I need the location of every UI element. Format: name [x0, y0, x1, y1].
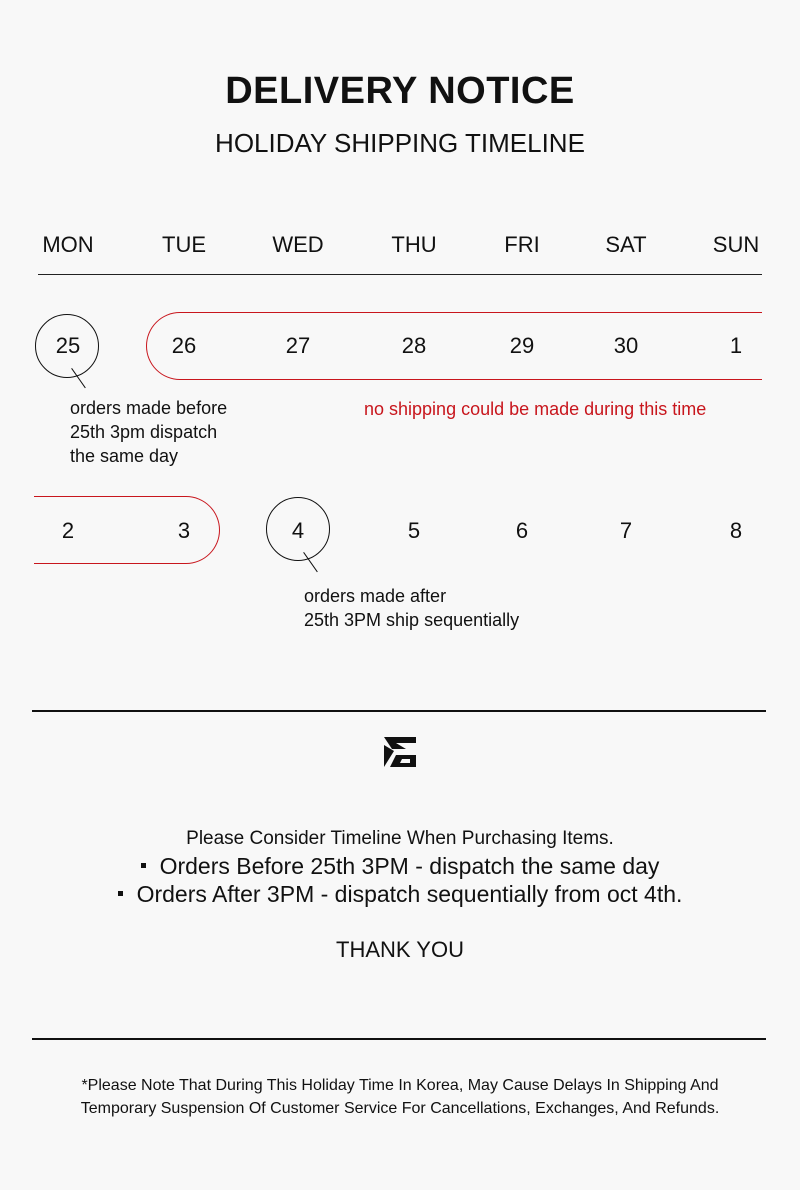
date-cell: 29 — [509, 333, 535, 358]
thank-you-text: THANK YOU — [336, 937, 464, 962]
weekday-wed: WED — [272, 232, 324, 257]
section-divider — [32, 710, 766, 712]
footer-disclaimer: *Please Note That During This Holiday Time In Korea, May Cause Delays In Shipping And Temporary Suspension Of Customer Service For Cancellations, Exchanges, And Refunds. — [80, 1077, 720, 1117]
weekday-sun: SUN — [712, 232, 760, 257]
date-cell: 1 — [729, 333, 743, 358]
weekday-tue: TUE — [162, 232, 206, 257]
no-shipping-note: no shipping could be made during this time — [364, 399, 707, 419]
date-cell: 27 — [285, 333, 311, 358]
note-after-cutoff: orders made after 25th 3PM ship sequentially — [304, 586, 520, 630]
bullet-item: Orders After 3PM - dispatch sequentially from oct 4th. — [0, 881, 800, 908]
date-cell: 28 — [401, 333, 427, 358]
no-shipping-range — [146, 312, 762, 380]
consider-timeline-text: Please Consider Timeline When Purchasing Items. — [186, 828, 614, 849]
section-divider — [32, 1038, 766, 1040]
note-before-cutoff: orders made before 25th 3pm dispatch the same day — [70, 398, 228, 466]
brand-logo-icon — [382, 735, 418, 769]
bullet-icon — [141, 863, 146, 868]
date-cell: 8 — [729, 518, 743, 543]
page-title: DELIVERY NOTICE — [225, 70, 575, 112]
date-cell: 3 — [177, 518, 191, 543]
date-cell: 30 — [613, 333, 639, 358]
date-cell: 25 — [55, 333, 81, 358]
weekday-fri: FRI — [504, 232, 540, 257]
bullet-icon — [118, 891, 123, 896]
date-cell: 2 — [61, 518, 75, 543]
date-cell: 26 — [171, 333, 197, 358]
weekday-thu: THU — [391, 232, 437, 257]
weekday-mon: MON — [42, 232, 94, 257]
date-cell: 6 — [515, 518, 529, 543]
weekday-divider — [38, 274, 762, 275]
bullet-item: Orders Before 25th 3PM - dispatch the same day — [0, 853, 800, 880]
date-cell: 4 — [291, 518, 305, 543]
date-cell: 5 — [407, 518, 421, 543]
date-cell: 7 — [619, 518, 633, 543]
page-subtitle: HOLIDAY SHIPPING TIMELINE — [215, 128, 585, 158]
weekday-sat: SAT — [605, 232, 647, 257]
